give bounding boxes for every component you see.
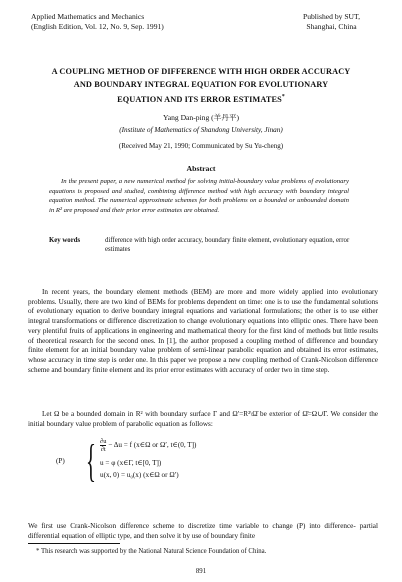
partial-derivative [100, 438, 106, 453]
publisher-location: Shanghai, China [306, 21, 357, 31]
author-institution: (Institute of Mathematics of Shandong University, Jinan) [119, 126, 283, 134]
body-paragraph-3: We first use Crank-Nicolson difference scheme to discretize time variable to change (P) into difference- partial differential equation of elliptic type, and then solve it by use of boundary finite [28, 522, 378, 540]
abstract-text: In the present paper, a new numerical method for solving initial-boundary value problems of evolutionary equations is proposed and studied, combining difference method with high accuracy with boundary integral equation method. The numerical approximate schemes for both problems on a bounded or unbounded domain in R² are proposed and their prior error estimates are obtained. [49, 178, 349, 214]
keywords [49, 236, 359, 254]
keywords-value: difference with high order accuracy, boundary finite element, evolutionary equation, error estimates [105, 237, 350, 254]
frac-denominator: ∂t [100, 446, 106, 453]
paper-title [20, 66, 382, 106]
footnote-divider [28, 543, 120, 544]
frac-numerator: ∂u [100, 438, 107, 445]
equation-label: (P) [56, 457, 65, 465]
body-paragraph-2: Let Ω be a bounded domain in R² with boundary surface Γ and Ω′=R²\Ω̄ be exterior of Ω̄=Ω∪Γ. We consider the initial boundary value problem of parabolic equation as follows: [28, 410, 378, 428]
received-date: (Received May 21, 1990; Communicated by Su Yu-cheng) [118, 142, 284, 150]
journal-header [31, 12, 164, 31]
publisher-name: Published by SUT, [302, 12, 360, 21]
title-line-1: A COUPLING METHOD OF DIFFERENCE WITH HIGH ORDER ACCURACY [51, 67, 351, 76]
body-paragraph-1: In recent years, the boundary element methods (BEM) are more and more widely applied into evolutionary problems. Usually, there are two kind of BEMs for problems dependent on time: one is to use the fundamental solutions of evolutionary equation to derive boundary integral equations and variational formulations; the other is to use either integral transformations or difference discretization to change evolutionary equations into elliptic ones. There have been very plentiful fruits of applications in engineering and mathematical theory for the first kind of methods but little results of theoretical research for the second ones. In [1], the author proposed a coupling method of difference and boundary finite element for an initial boundary value problem of semi-linear parabolic equation and obtained its error estimates, whose accuracy in time step is order one. In this paper we propose a new coupling method of Crank-Nicolson difference scheme and boundary finite element and its prior error estimates with accuracy of order two in time step. [28, 288, 378, 374]
title-line-3: EQUATION AND ITS ERROR ESTIMATES [117, 94, 282, 104]
abstract-heading: Abstract [186, 164, 216, 173]
author-name: Yang Dan-ping (羊丹平) [162, 113, 239, 122]
left-brace-icon: { [86, 435, 96, 486]
equation-line-1 [100, 438, 196, 453]
journal-name: Applied Mathematics and Mechanics [31, 12, 145, 21]
equation-line-2: u = φ (x∈Γ, t∈[0, T]) [100, 459, 162, 467]
title-line-2: AND BOUNDARY INTEGRAL EQUATION FOR EVOLUTIONARY [73, 79, 329, 89]
keywords-label: Key words [49, 237, 81, 244]
journal-edition: (English Edition, Vol. 12, No. 9, Sep. 1991) [31, 21, 164, 31]
publisher-header [303, 12, 360, 31]
page-number: 891 [195, 568, 207, 575]
equation-line-1-rest: − Δu = f (x∈Ω or Ω′, t∈(0, T]) [108, 441, 197, 450]
footnote: * This research was supported by the National Natural Science Foundation of China. [36, 548, 267, 555]
title-footnote-mark: * [281, 94, 285, 100]
equation-line-3: u(x, 0) = u₀(x) (x∈Ω or Ω′) [100, 471, 179, 479]
